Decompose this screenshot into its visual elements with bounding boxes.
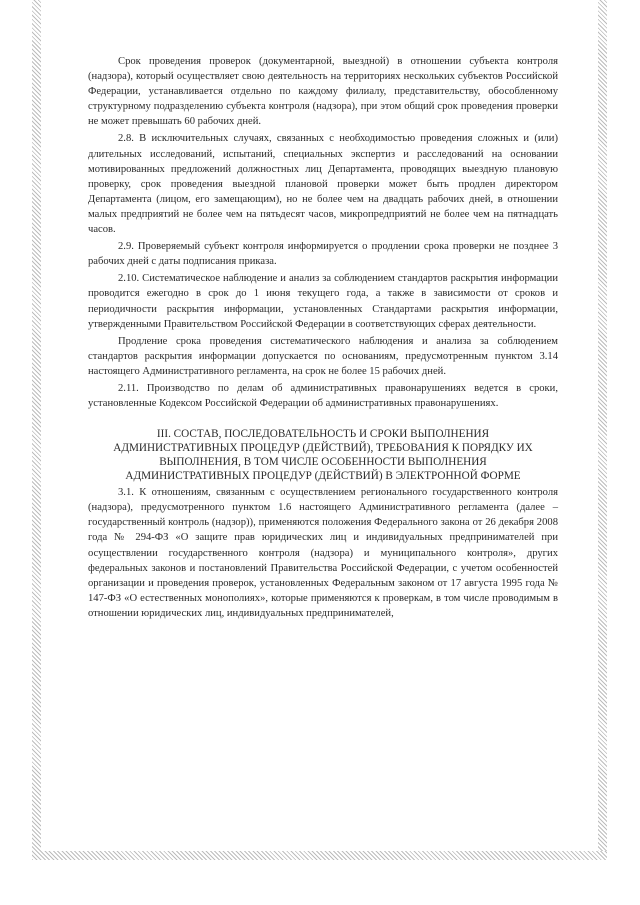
paragraph-2-11: 2.11. Производство по делам об административных правонарушениях ведется в сроки, установленные Кодексом Российской Федерации об административных правонарушениях. (88, 382, 558, 410)
paragraph-2-9: 2.9. Проверяемый субъект контроля информируется о продлении срока проверки не позднее 3 рабочих дней с даты подписания приказа. (88, 241, 558, 268)
section-heading: III. СОСТАВ, ПОСЛЕДОВАТЕЛЬНОСТЬ И СРОКИ ВЫПОЛНЕНИЯ АДМИНИСТРАТИВНЫХ ПРОЦЕДУР (ДЕЙСТВИЙ), ТРЕБОВАНИЯ К ПОРЯДКУ ИХ ВЫПОЛНЕНИЯ, В ТОМ ЧИСЛЕ ОСОБЕННОСТИ ВЫПОЛНЕНИЯ АДМИНИСТРАТИВНЫХ ПРОЦЕДУР (ДЕЙСТВИЙ) В ЭЛЕКТРОННОЙ ФОРМЕ (113, 428, 533, 483)
paragraph-2-8: 2.8. В исключительных случаях, связанных с необходимостью проведения сложных и (или) длительных исследований, испытаний, специальных экспертиз и расследований на основании мотивированных предложений должностных лиц Департамента, проводящих выездную плановую проверку, срок проведения выездной плановой проверки может быть продлен директором Департамента (лицом, его замещающим), но не более чем на двадцать рабочих дней, в отношении малых предприятий не более чем на пятьдесят часов, микропредприятий не более чем на пятнадцать часов. (88, 133, 558, 236)
scan-edge-left (32, 0, 41, 860)
paragraph-2-10: 2.10. Систематическое наблюдение и анализ за соблюдением стандартов раскрытия информации проводится ежегодно в срок до 1 июня текущего года, а также в зависимости от сроков и периодичности раскрытия информации, установленных Стандартами раскрытия информации, утвержденными Правительством Российской Федерации в соответствующих сферах деятельности. (88, 273, 558, 330)
scan-edge-bottom (32, 851, 607, 860)
paragraph-inspection-term: Срок проведения проверок (документарной, выездной) в отношении субъекта контроля (надзора), который осуществляет свою деятельность на территориях нескольких субъектов Российской Федерации, устанавливается отдельно по каждому филиалу, представительству, обособленному структурному подразделению субъекта контроля (надзора), при этом общий срок проведения проверки не может превышать 60 рабочих дней. (88, 56, 558, 128)
paragraph-extension: Продление срока проведения систематического наблюдения и анализа за соблюдением стандартов раскрытия информации допускается по основаниям, предусмотренным пунктом 3.14 настоящего Административного регламента, на срок не более 15 рабочих дней. (88, 335, 558, 377)
scan-edge-right (598, 0, 607, 860)
paragraph-3-1: 3.1. К отношениям, связанным с осуществлением регионального государственного контроля (надзора), предусмотренного пунктом 1.6 настоящего Административного регламента (далее – государственный контроль (надзор)), применяются положения Федерального закона от 26 декабря 2008 года № 294-ФЗ «О защите прав юридических лиц и индивидуальных предпринимателей при осуществлении государственного контроля (надзора) и муниципального контроля», других федеральных законов и постановлений Правительства Российской Федерации, с учетом особенностей организации и проведения проверок, установленных Федеральным законом от 17 августа 1995 года № 147-ФЗ «О естественных монополиях», которые применяются к проверкам, в том числе проводимым в отношении юридических лиц, индивидуальных предпринимателей, (88, 487, 558, 619)
document-page (88, 54, 558, 621)
